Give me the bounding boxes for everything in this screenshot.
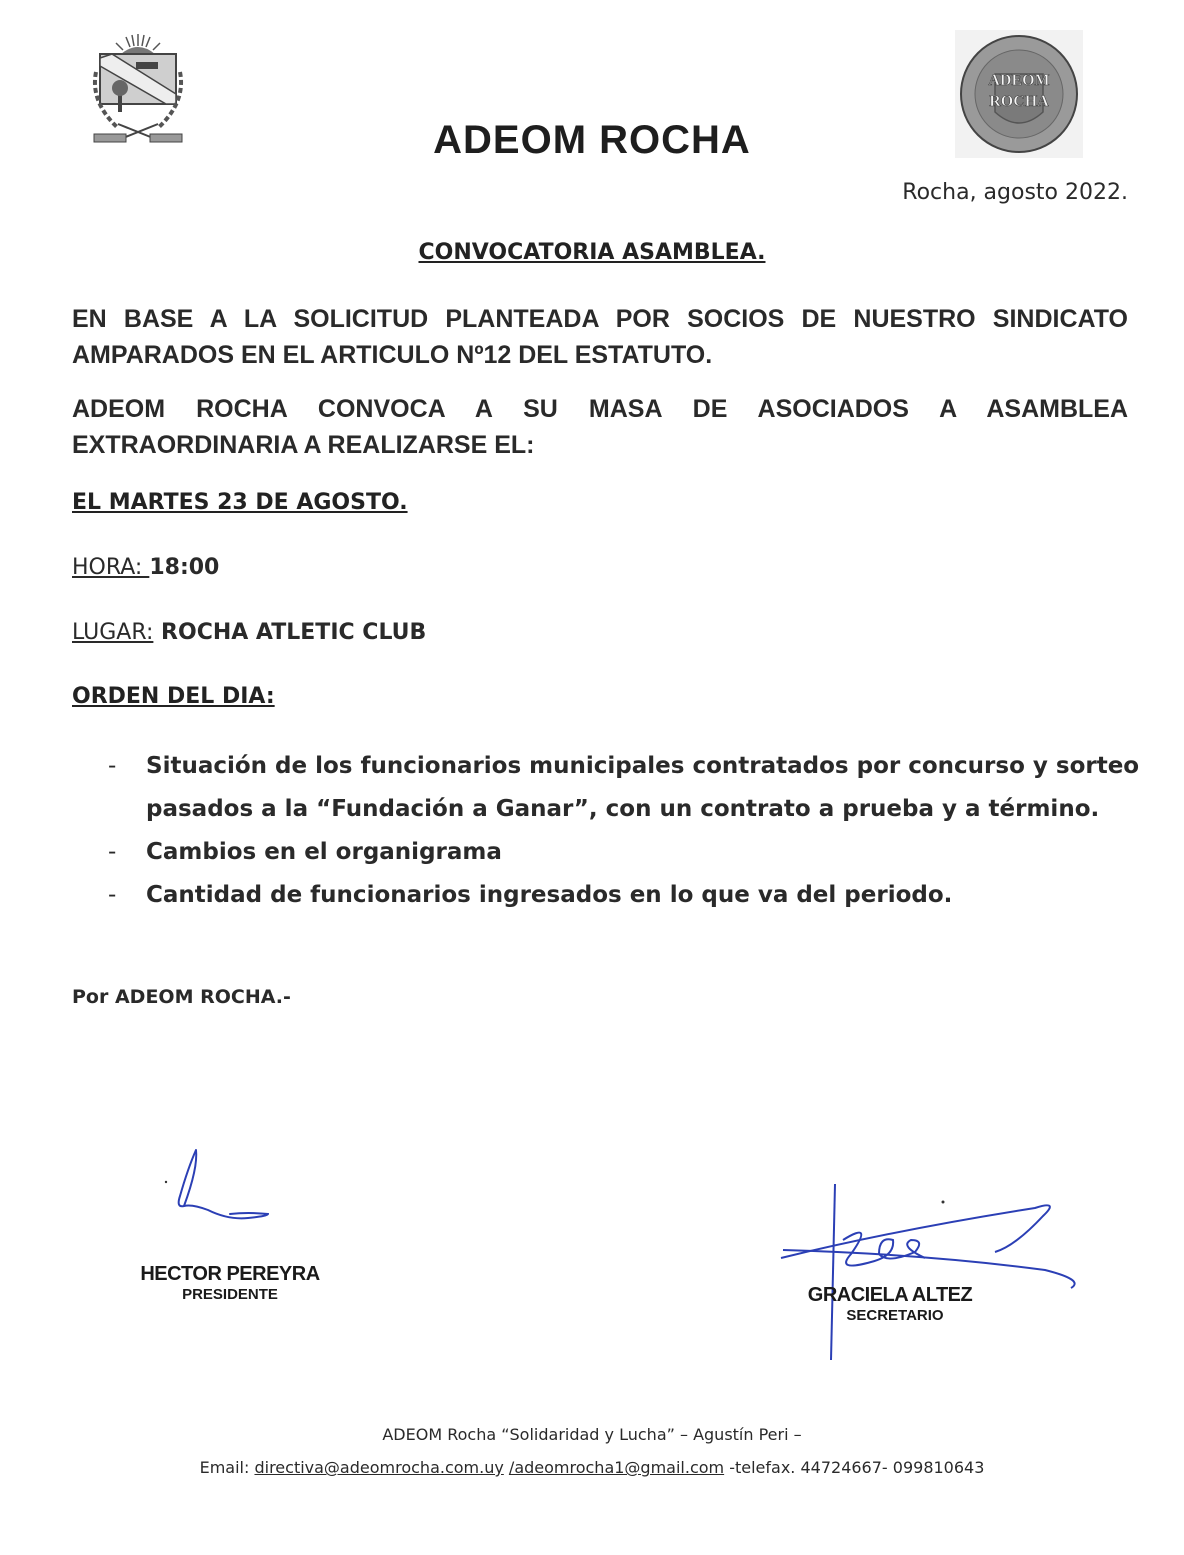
email-link-directiva[interactable]: directiva@adeomrocha.com.uy [254,1458,504,1477]
president-signature-block [120,1263,340,1303]
svg-text:ADEOM: ADEOM [988,72,1050,89]
meeting-time [72,555,219,580]
agenda-item [108,831,1148,874]
secretary-signature-block [780,1284,1000,1324]
footer-motto: ADEOM Rocha “Solidaridad y Lucha” – Agustín Peri – [382,1425,802,1444]
place-value: ROCHA ATLETIC CLUB [153,620,427,645]
president-name: HECTOR PEREYRA [140,1263,320,1285]
president-role: PRESIDENTE [182,1286,278,1303]
dash-bullet-icon: - [108,839,117,865]
agenda-list [108,745,1148,917]
convocation-paragraph [72,391,1128,463]
secretary-role: SECRETARIO [846,1307,944,1324]
agenda-heading: ORDEN DEL DIA: [72,684,275,709]
svg-text:ROCHA: ROCHA [989,93,1049,110]
place-label: LUGAR: [72,620,154,645]
meeting-place [72,620,426,645]
time-label: HORA: [72,555,150,580]
meeting-date: EL MARTES 23 DE AGOSTO. [72,490,408,515]
president-signature-icon [158,1148,288,1228]
dash-bullet-icon: - [108,753,117,779]
email-label: Email: [199,1458,255,1477]
agenda-item [108,745,1148,831]
footer-contact [0,1458,1184,1477]
agenda-item-text: Cambios en el organigrama [146,839,502,865]
email-link-gmail[interactable]: /adeomrocha1@gmail.com [508,1458,725,1477]
secretary-signature-icon [775,1180,1085,1365]
dash-bullet-icon: - [108,882,117,908]
agenda-item-text: Situación de los funcionarios municipales contratados por concurso y sorteo pasados a la “Fundación a Ganar”, con un contrato a prueba y a término. [146,753,1140,822]
agenda-item-text: Cantidad de funcionarios ingresados en lo que va del periodo. [146,882,953,908]
agenda-item [108,874,1148,917]
secretary-name: GRACIELA ALTEZ [807,1284,973,1306]
dateline: Rocha, agosto 2022. [902,180,1128,205]
intro-paragraph: EN BASE A LA SOLICITUD PLANTEADA POR SOCIOS DE NUESTRO SINDICATO AMPARADOS EN EL ARTICULO Nº12 DEL ESTATUTO. [72,305,1128,369]
convocation-line-1: ADEOM ROCHA CONVOCA A SU MASA DE ASOCIADOS A ASAMBLEA [72,395,1128,423]
document-title: ADEOM ROCHA [433,118,751,162]
document-heading: CONVOCATORIA ASAMBLEA. [418,240,766,265]
convocation-line-2: EXTRAORDINARIA A REALIZARSE EL: [72,431,535,459]
time-value: 18:00 [149,555,220,580]
telefax-numbers: -telefax. 44724667- 099810643 [729,1458,985,1477]
closing-line: Por ADEOM ROCHA.- [72,986,291,1008]
